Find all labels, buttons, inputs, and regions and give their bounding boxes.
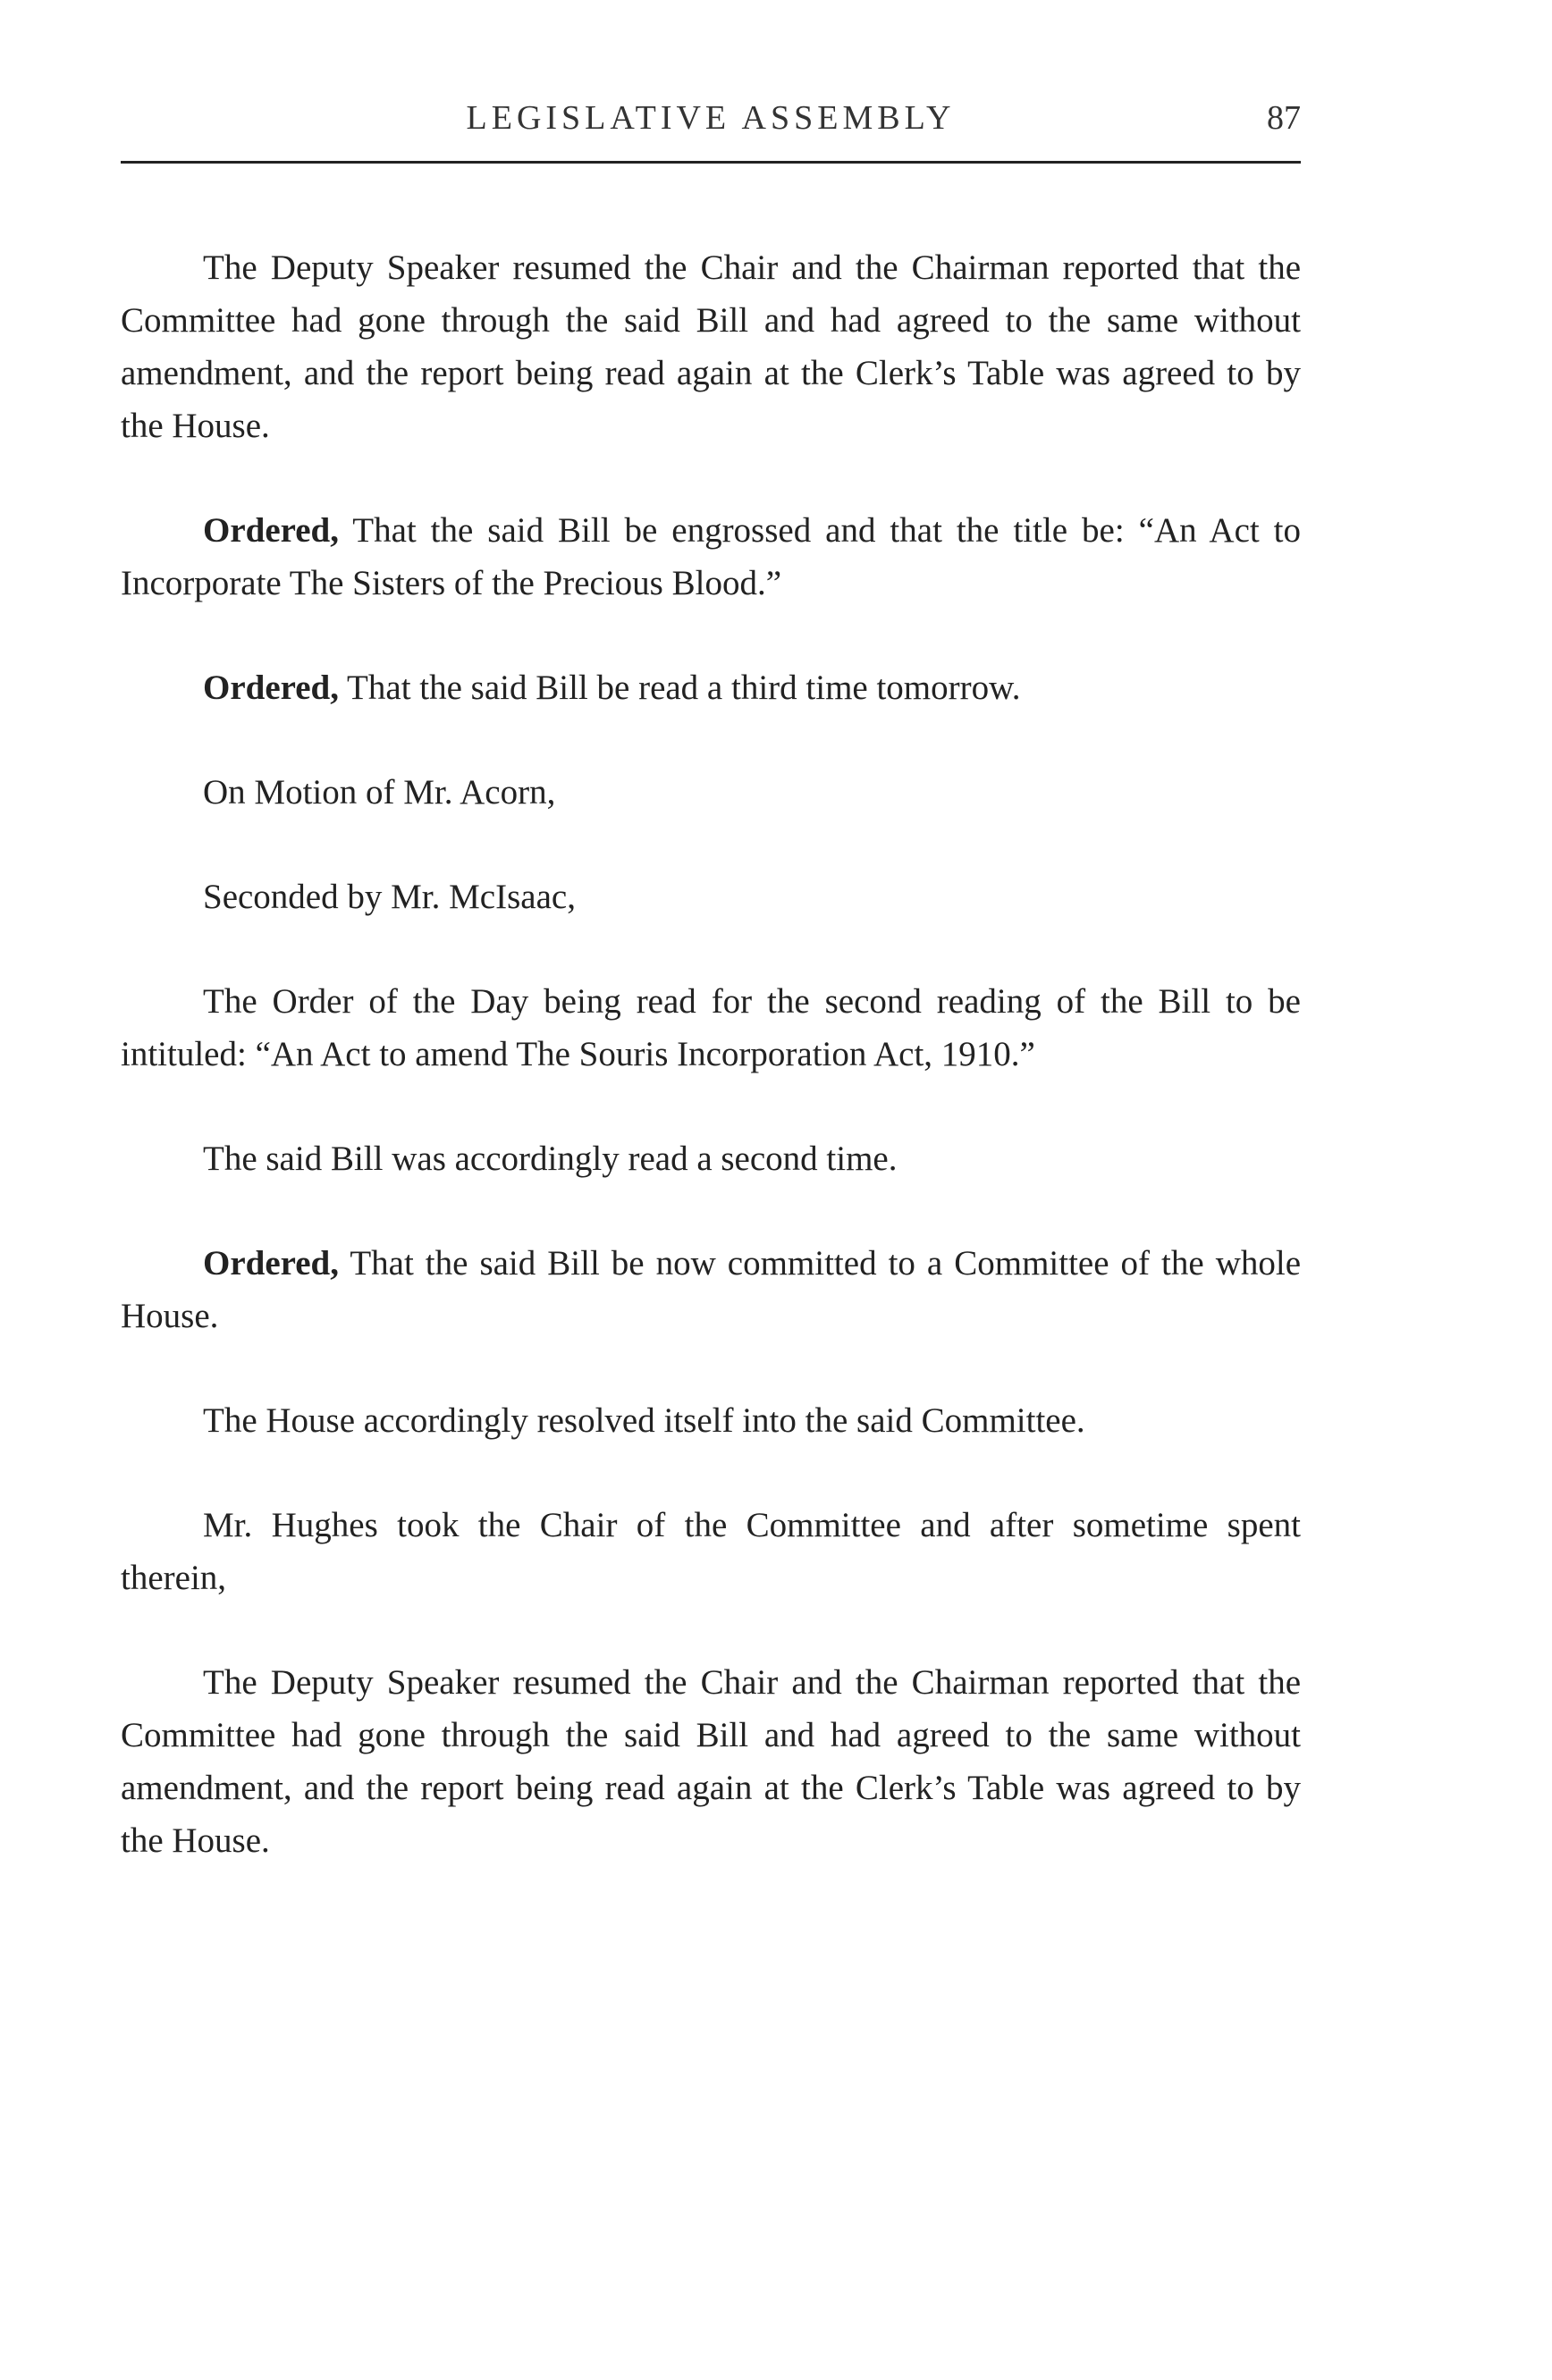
paragraph-house-resolved <box>121 1394 1301 1447</box>
paragraph-ordered-third-reading <box>121 661 1301 714</box>
paragraph-text: That the said Bill be engrossed and that the title be: “An Act to Incorporate The Sisters of the Precious Blood.” <box>121 511 1301 602</box>
paragraph-text: The Deputy Speaker resumed the Chair and the Chairman reported that the Committee had gone through the said Bill and had agreed to the same without amendment, and the report being read again at the Clerk’s Table was agreed to by the House. <box>121 1663 1301 1860</box>
paragraph-lead: Ordered, <box>203 511 340 550</box>
paragraph-ordered-engrossed <box>121 504 1301 610</box>
paragraph-text: The Order of the Day being read for the second reading of the Bill to be intituled: “An Act to amend The Souris Incorporation Act, 1910.” <box>121 982 1301 1073</box>
paragraph-text: Seconded by Mr. McIsaac, <box>203 878 576 916</box>
paragraph-lead: Ordered, <box>203 669 340 707</box>
body-text <box>121 241 1301 1919</box>
running-head <box>121 98 1301 152</box>
paragraph-ordered-committed <box>121 1237 1301 1342</box>
paragraph-text: The Deputy Speaker resumed the Chair and the Chairman reported that the Committee had gone through the said Bill and had agreed to the same without amendment, and the report being read again at the Clerk’s Table was agreed to by the House. <box>121 248 1301 445</box>
paragraph-lead: Ordered, <box>203 1244 340 1283</box>
paragraph-text: The House accordingly resolved itself into the said Committee. <box>203 1401 1085 1440</box>
paragraph-second-reading <box>121 1132 1301 1185</box>
paragraph-text: Mr. Hughes took the Chair of the Committee and after sometime spent therein, <box>121 1506 1301 1597</box>
paragraph-text: The said Bill was accordingly read a second time. <box>203 1140 898 1178</box>
page-number: 87 <box>1267 99 1301 137</box>
paragraph-motion <box>121 766 1301 819</box>
paragraph-text: That the said Bill be read a third time tomorrow. <box>339 669 1021 707</box>
header-rule <box>121 161 1301 164</box>
paragraph-order-of-day <box>121 975 1301 1081</box>
running-title: LEGISLATIVE ASSEMBLY <box>466 99 956 137</box>
journal-page <box>121 0 1301 2380</box>
paragraph-text: On Motion of Mr. Acorn, <box>203 773 556 812</box>
paragraph-seconded <box>121 870 1301 923</box>
paragraph-chair-taken <box>121 1499 1301 1604</box>
paragraph-report-1 <box>121 241 1301 452</box>
paragraph-report-2 <box>121 1656 1301 1867</box>
paragraph-text: That the said Bill be now committed to a Committee of the whole House. <box>121 1244 1301 1335</box>
